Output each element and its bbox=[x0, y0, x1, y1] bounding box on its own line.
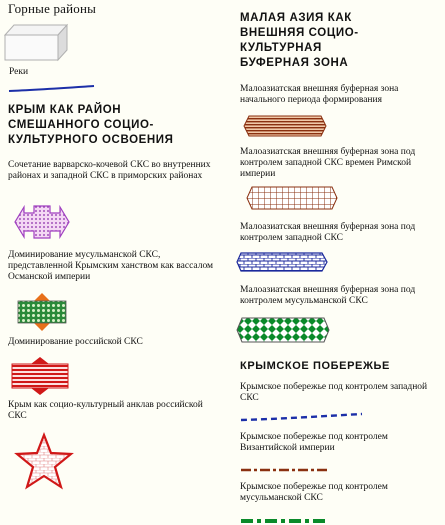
buffer-initial-text: Малоазиатская внешняя буферная зона начального периода формирования bbox=[240, 84, 399, 105]
buffer-initial-symbol-icon bbox=[243, 115, 327, 137]
rivers-label: Реки bbox=[9, 67, 29, 77]
coast-byzantine-text: Крымское побережье под контролем Византийской империи bbox=[240, 432, 388, 453]
crimea-mixed-text: Сочетание варварско-кочевой СКС во внутренних районах и западной СКС в приморских районах bbox=[8, 160, 211, 181]
crimea-section-title: КРЫМ КАК РАЙОН СМЕШАННОГО СОЦИО-КУЛЬТУРНОГО ОСВОЕНИЯ bbox=[8, 104, 174, 146]
coast-byzantine-line-icon bbox=[240, 466, 330, 474]
enclave-text: Крым как социо-культурный анклав российской СКС bbox=[8, 400, 203, 421]
mixed-sks-symbol-icon bbox=[14, 205, 70, 239]
buffer-muslim-text: Малоазиатская внешняя буферная зона под контролем мусульманской СКС bbox=[240, 285, 416, 306]
buffer-west-symbol-icon bbox=[236, 252, 328, 272]
coast-west-text: Крымское побережье под контролем западной СКС bbox=[240, 382, 428, 403]
enclave-star-icon bbox=[16, 434, 72, 488]
coast-muslim-line-icon bbox=[240, 517, 330, 525]
coast-west-line-icon bbox=[240, 412, 365, 422]
mountains-symbol-icon bbox=[4, 24, 68, 62]
coast-section-title: КРЫМСКОЕ ПОБЕРЕЖЬЕ bbox=[240, 360, 390, 372]
buffer-muslim-symbol-icon bbox=[236, 317, 330, 343]
muslim-sks-symbol-icon bbox=[16, 293, 68, 331]
coast-muslim-text: Крымское побережье под контролем мусульманской СКС bbox=[240, 482, 388, 503]
river-line-icon bbox=[8, 85, 96, 93]
asia-minor-section-title: МАЛАЯ АЗИЯ КАК ВНЕШНЯЯ СОЦИО-КУЛЬТУРНАЯ БУФЕРНАЯ ЗОНА bbox=[240, 12, 359, 69]
mountains-label: Горные районы bbox=[8, 1, 97, 16]
buffer-roman-symbol-icon bbox=[246, 186, 338, 210]
russian-sks-symbol-icon bbox=[10, 357, 70, 395]
buffer-roman-text: Малоазиатская внешняя буферная зона под контролем западной СКС времен Римской империи bbox=[240, 147, 416, 179]
buffer-west-text: Малоазиатская внешняя буферная зона под контролем западной СКС bbox=[240, 222, 416, 243]
russian-dominance-text: Доминирование российской СКС bbox=[8, 337, 143, 347]
muslim-dominance-text: Доминирование мусульманской СКС, представленной Крымским ханством как вассалом Османской империи bbox=[8, 250, 214, 282]
